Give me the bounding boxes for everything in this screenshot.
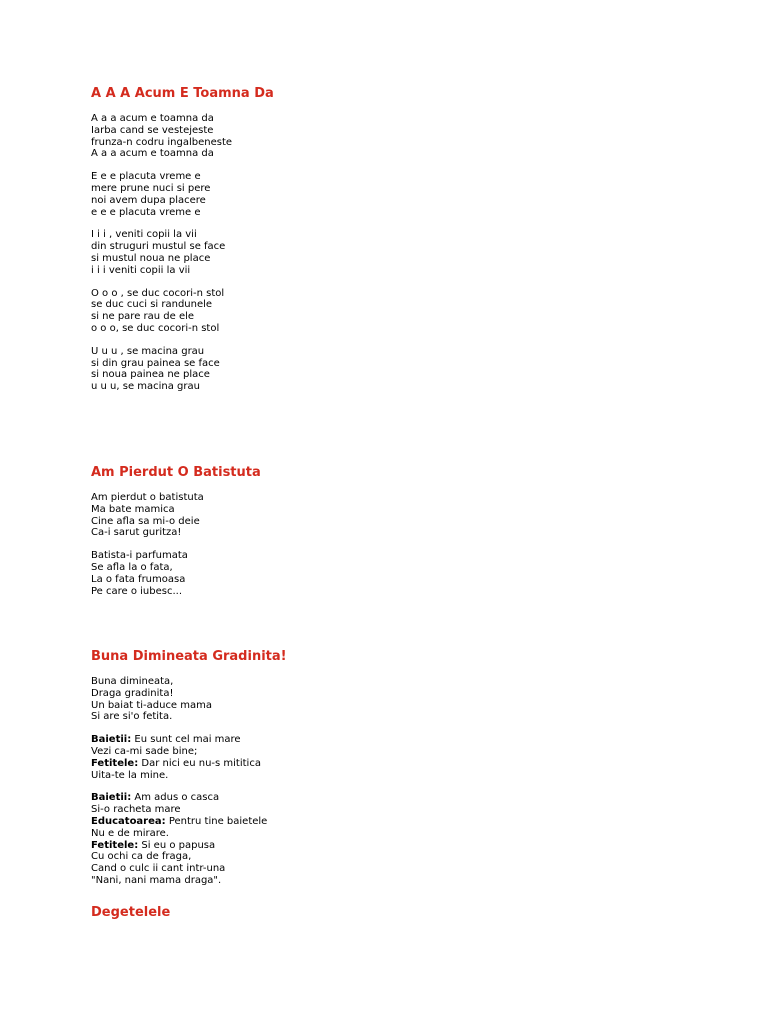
lyric-line xyxy=(91,758,287,770)
lyric-line: si mustul noua ne place xyxy=(91,252,211,264)
song-buna-dimineata-gradinita xyxy=(91,649,287,887)
stanza xyxy=(91,288,274,335)
lyric-line xyxy=(91,828,287,840)
lyric-text: Cu ochi ca de fraga, xyxy=(91,851,192,863)
lyric-line: O o o , se duc cocori-n stol xyxy=(91,287,225,299)
lyric-line: A a a acum e toamna da xyxy=(91,148,214,160)
lyric-line xyxy=(91,863,287,875)
lyric-line: A a a acum e toamna da xyxy=(91,113,214,124)
lyric-line: i i i veniti copii la vii xyxy=(91,264,191,276)
stanza xyxy=(91,676,287,723)
lyric-text: Uita-te la mine. xyxy=(91,769,169,781)
lyric-text: Si are si'o fetita. xyxy=(91,711,173,723)
lyric-line xyxy=(91,792,287,804)
lyric-line: mere prune nuci si pere xyxy=(91,182,211,194)
lyric-line: Ma bate mamica xyxy=(91,503,175,515)
stanza xyxy=(91,734,287,781)
lyric-line xyxy=(91,746,287,758)
lyric-text: Nu e de mirare. xyxy=(91,827,169,839)
lyric-line: u u u, se macina grau xyxy=(91,381,200,393)
song-a-a-a-acum-e-toamna-da xyxy=(91,86,274,393)
stanza xyxy=(91,346,274,393)
lyric-line: e e e placuta vreme e xyxy=(91,206,201,218)
lyric-line xyxy=(91,711,287,723)
lyric-line: La o fata frumoasa xyxy=(91,573,186,585)
lyric-line xyxy=(91,875,287,887)
lyric-text: Buna dimineata, xyxy=(91,676,174,687)
lyric-line: Se afla la o fata, xyxy=(91,561,173,573)
lyric-line: Ca-i sarut guritza! xyxy=(91,527,182,539)
lyric-text: Eu sunt cel mai mare xyxy=(131,734,241,746)
lyric-line: Pe care o iubesc... xyxy=(91,585,183,597)
lyric-line xyxy=(91,676,287,688)
speaker-label: Baietii: xyxy=(91,734,132,746)
stanza xyxy=(91,113,274,160)
lyric-text: Si eu o papusa xyxy=(138,839,216,851)
lyric-line: o o o, se duc cocori-n stol xyxy=(91,322,220,334)
stanza xyxy=(91,792,287,886)
lyric-line xyxy=(91,816,287,828)
speaker-label: Fetitele: xyxy=(91,757,139,769)
song-title: Am Pierdut O Batistuta xyxy=(91,465,261,480)
song-degetelele xyxy=(91,905,170,921)
lyric-line xyxy=(91,700,287,712)
lyric-line xyxy=(91,840,287,852)
lyric-line: I i i , veniti copii la vii xyxy=(91,229,197,241)
lyric-line: frunza-n codru ingalbeneste xyxy=(91,136,233,148)
lyric-text: Un baiat ti-aduce mama xyxy=(91,699,213,711)
lyric-text: Draga gradinita! xyxy=(91,687,174,699)
song-title: Degetelele xyxy=(91,905,171,920)
lyric-text: Vezi ca-mi sade bine; xyxy=(91,745,198,757)
lyric-line: Am pierdut o batistuta xyxy=(91,492,204,503)
lyric-line: noi avem dupa placere xyxy=(91,194,206,206)
lyric-line: Batista-i parfumata xyxy=(91,550,188,562)
song-lyrics xyxy=(91,492,261,597)
song-lyrics xyxy=(91,113,274,393)
lyric-line: si din grau painea se face xyxy=(91,357,220,369)
song-title: Buna Dimineata Gradinita! xyxy=(91,649,287,664)
lyric-text: Pentru tine baietele xyxy=(165,815,268,827)
lyric-line: Cine afla sa mi-o deie xyxy=(91,515,200,527)
lyric-text: "Nani, nani mama draga". xyxy=(91,874,222,886)
lyric-line xyxy=(91,804,287,816)
song-lyrics xyxy=(91,676,287,887)
speaker-label: Baietii: xyxy=(91,792,132,804)
lyric-text: Dar nici eu nu-s mititica xyxy=(138,757,261,769)
stanza xyxy=(91,171,274,218)
stanza xyxy=(91,550,261,597)
lyric-line xyxy=(91,688,287,700)
lyric-line: se duc cuci si randunele xyxy=(91,299,213,311)
lyric-line: si ne pare rau de ele xyxy=(91,311,195,323)
lyric-line: si noua painea ne place xyxy=(91,369,210,381)
lyric-text: Si-o racheta mare xyxy=(91,804,181,816)
lyric-text: Am adus o casca xyxy=(131,792,220,804)
lyric-line: E e e placuta vreme e xyxy=(91,171,201,183)
lyric-line: U u u , se macina grau xyxy=(91,345,205,357)
lyric-line: din struguri mustul se face xyxy=(91,241,226,253)
lyric-line xyxy=(91,851,287,863)
speaker-label: Fetitele: xyxy=(91,839,139,851)
stanza xyxy=(91,229,274,276)
lyric-line xyxy=(91,770,287,782)
song-title: A A A Acum E Toamna Da xyxy=(91,86,274,101)
lyric-line: Iarba cand se vestejeste xyxy=(91,124,214,136)
lyric-line xyxy=(91,734,287,746)
song-am-pierdut-o-batistuta xyxy=(91,465,261,597)
stanza xyxy=(91,492,261,539)
speaker-label: Educatoarea: xyxy=(91,815,166,827)
lyric-text: Cand o culc ii cant intr-una xyxy=(91,863,226,875)
